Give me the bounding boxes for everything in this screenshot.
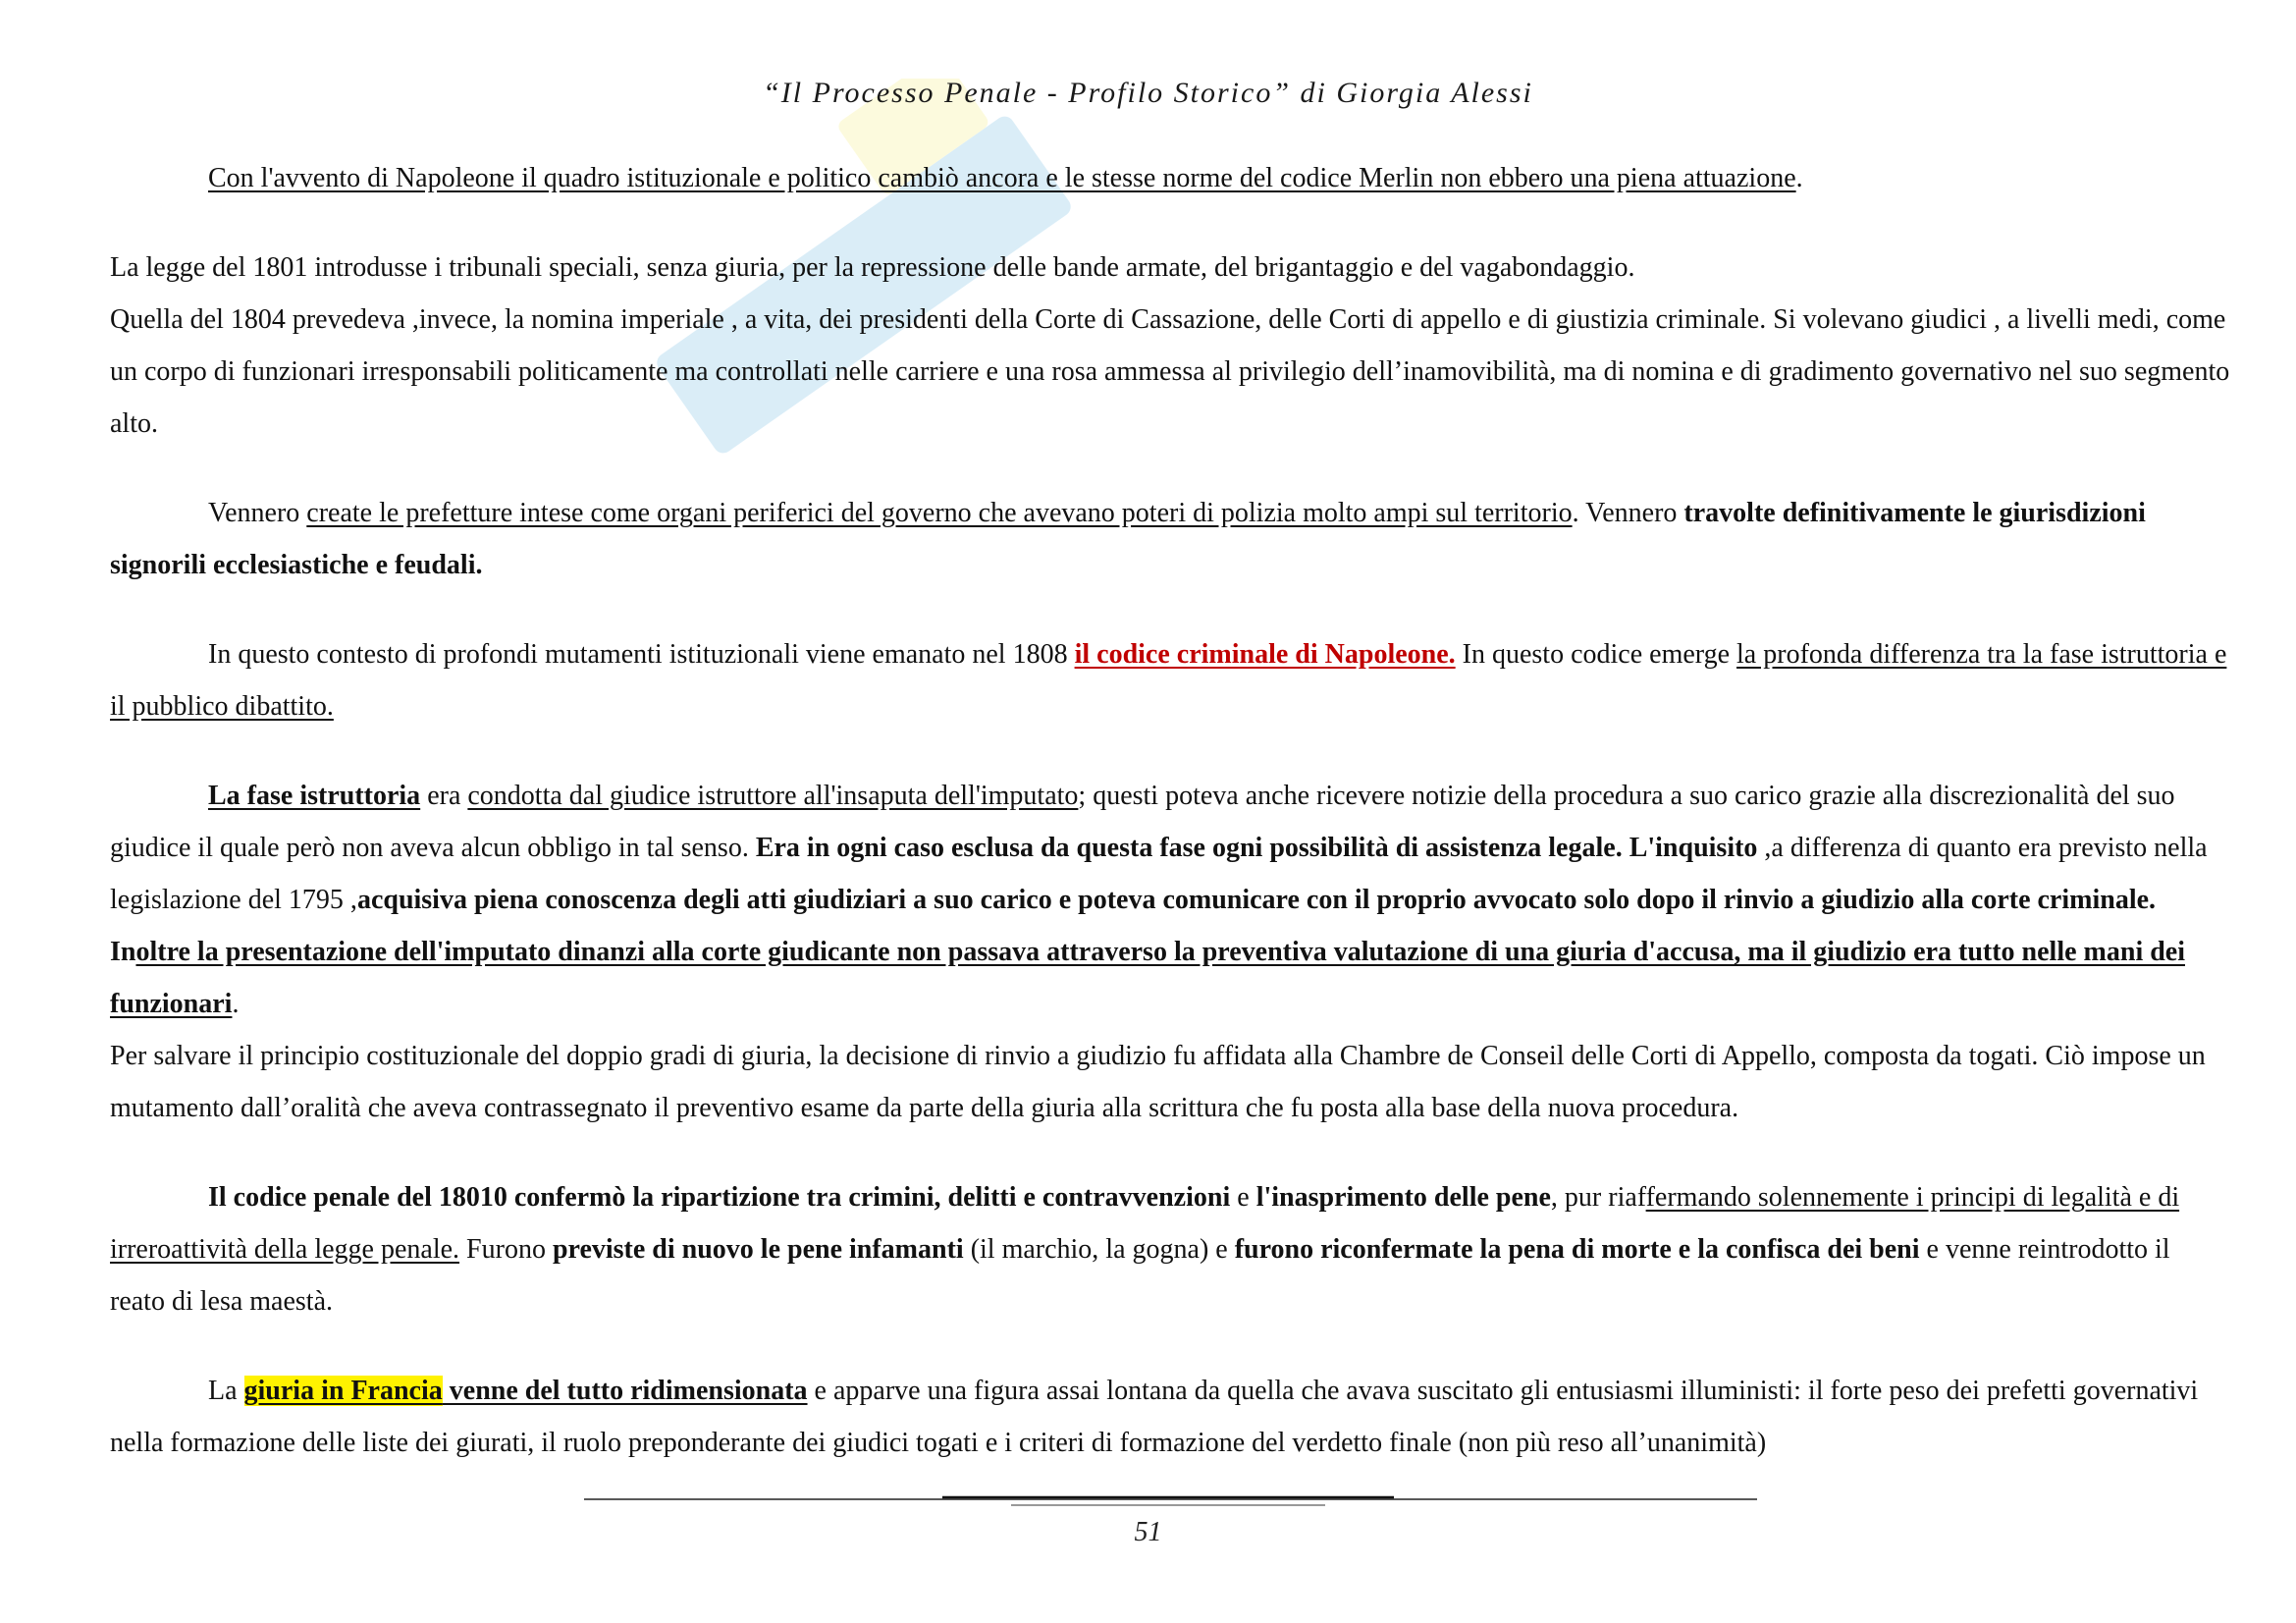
paragraph-chambre-de-conseil: Per salvare il principio costituzionale del doppio gradi di giuria, la decisione di rinvio a giudizio fu affidata alla Chambre de Conseil delle Corti di Appello, composta da togati. Ciò impose un mutamento dall’oralità che aveva contrassegnato il preventivo esame da parte della giuria alla scrittura che fu posta alla base della nuova procedura. (110, 1041, 2206, 1123)
document-body (110, 152, 2230, 1469)
paragraph-fase-istruttoria (110, 770, 2230, 1030)
bold-underlined-text: oltre la presentazione dell'imputato dinanzi alla corte giudicante non passava attraverso la preventiva valutazione di una giuria d'accusa, ma il giudizio era tutto nelle mani dei funzionari (110, 937, 2185, 1019)
text-run: e venne reintrodotto il reato di lesa maestà. (110, 1234, 2170, 1317)
bold-text: Era in ogni caso esclusa da questa fase ogni possibilità di assistenza legale. L'inquisito (755, 833, 1758, 863)
underlined-text: Con l'avvento di Napoleone il quadro istituzionale e politico cambiò ancora e le stesse norme del codice Merlin non ebbero una piena attuazione (208, 163, 1796, 193)
text-run: e (1230, 1182, 1256, 1213)
underlined-text: condotta dal giudice istruttore all'insaputa dell'imputato (467, 781, 1079, 811)
bold-text: previste di nuovo le pene infamanti (552, 1234, 964, 1265)
page-header: “Il Processo Penale - Profilo Storico” di Giorgia Alessi (763, 77, 1533, 109)
text-run: Furono (459, 1234, 553, 1265)
text-run: ; questi poteva anche ricevere notizie della procedura a suo carico grazie alla discrezionalità del suo giudice il quale però non aveva alcun obbligo in tal senso. (110, 781, 2175, 863)
text-run: e apparve una figura assai lontana da quella che avava suscitato gli entusiasmi illuministi: il forte peso dei prefetti governativi nella formazione delle liste dei giurati, il ruolo preponderante dei giudici togati e i criteri di formazione del verdetto finale (non più reso all’unanimità) (110, 1376, 2199, 1458)
bold-text: acquisiva piena conoscenza degli atti giudiziari a suo carico e poteva comunicare con il proprio avvocato solo dopo il rinvio a giudizio alla corte criminale (356, 885, 2150, 915)
bold-underlined-text: La fase istruttoria (208, 781, 421, 811)
paragraph-napoleone (110, 152, 2230, 204)
page-number: 51 (1134, 1517, 1162, 1547)
text-run: , pur riaf (1550, 1182, 1646, 1213)
text-run: La (208, 1376, 244, 1406)
text-run: In questo contesto di profondi mutamenti istituzionali viene emanato nel 1808 (208, 639, 1075, 670)
text-run: . Vennero (1572, 498, 1684, 528)
text-run: . (1795, 163, 1803, 193)
bold-text: furono riconfermate la pena di morte e la confisca dei beni (1234, 1234, 1920, 1265)
underlined-text: create le prefetture intese come organi periferici del governo che avevano poteri di polizia molto ampi sul territorio (306, 498, 1573, 528)
text-run: era (420, 781, 468, 811)
underlined-text: fermando solennemente i principi di legalità e di irreroattività della legge penale. (110, 1182, 2180, 1265)
text-run: (il marchio, la gogna) e (963, 1234, 1235, 1265)
red-underlined-text: il codice criminale di Napoleone. (1074, 639, 1456, 670)
underlined-text: la profonda differenza tra la fase istruttoria e il pubblico dibattito. (110, 639, 2227, 722)
text-run: ,a differenza di quanto era previsto nella legislazione del 1795 , (110, 833, 2208, 915)
paragraph-legge-1801: La legge del 1801 introdusse i tribunali speciali, senza giuria, per la repressione delle bande armate, del brigantaggio e del vagabondaggio. (110, 252, 1635, 283)
text-run: In questo codice emerge (1455, 639, 1737, 670)
paragraph-codice-penale (110, 1171, 2230, 1327)
paragraph-legge-1804: Quella del 1804 prevedeva ,invece, la nomina imperiale , a vita, dei presidenti della Corte di Cassazione, delle Corti di appello e di giustizia criminale. Si volevano giudici , a livelli medi, come un corpo di funzionari irresponsabili politicamente ma controllati nelle carriere e una rosa ammessa al privilegio dell’inamovibilità, ma di nomina e di gradimento governativo nel suo segmento alto. (110, 304, 2230, 439)
footer-rule (0, 1492, 2296, 1512)
bold-text: Il codice penale del 18010 confermò la ripartizione tra crimini, delitti e contravvenzioni (208, 1182, 1231, 1213)
paragraph-codice-criminale (110, 628, 2230, 732)
bold-text: l'inasprimento delle pene (1255, 1182, 1551, 1213)
bold-text: travolte definitivamente le giurisdizioni signorili ecclesiastiche e feudali. (110, 498, 2146, 580)
paragraph-prefetture (110, 487, 2230, 591)
text-run: Vennero (208, 498, 307, 528)
highlighted-text: giuria in Francia (243, 1376, 443, 1406)
bold-text: . In (110, 885, 2157, 967)
bold-underlined-text: venne del tutto ridimensionata (442, 1376, 808, 1406)
text-run: . (232, 989, 240, 1019)
paragraph-giuria-francia (110, 1365, 2230, 1469)
